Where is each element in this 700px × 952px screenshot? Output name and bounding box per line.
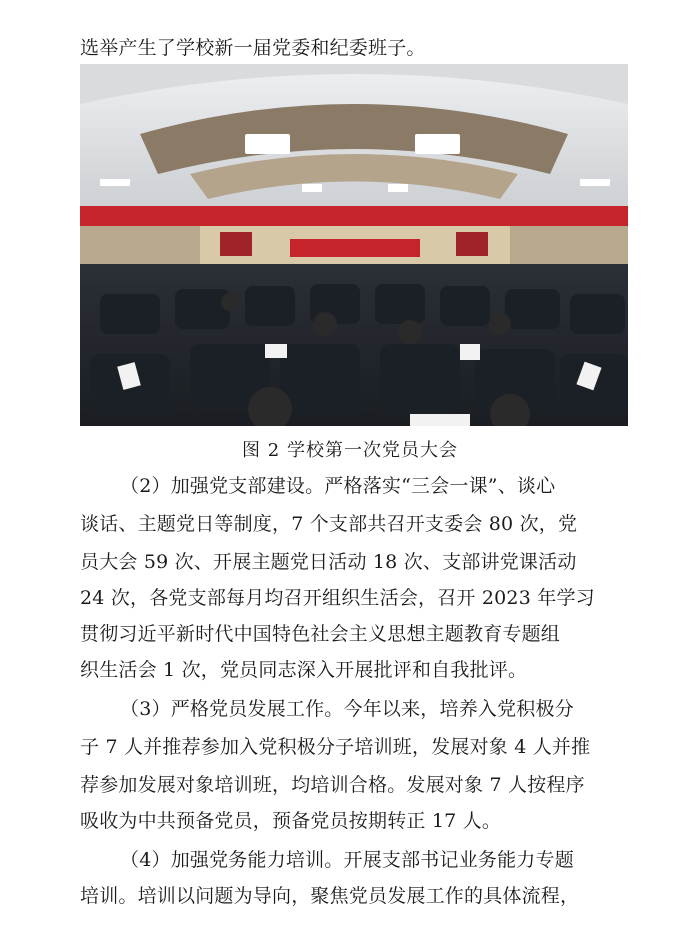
paragraph-line: 选举产生了学校新一届党委和纪委班子。: [80, 37, 426, 59]
paragraph-line: 24 次，各党支部每月均召开组织生活会，召开 2023 年学习: [80, 587, 595, 609]
paragraph-line: 吸收为中共预备党员，预备党员按期转正 17 人。: [80, 810, 502, 832]
meeting-photo: [80, 64, 628, 426]
paragraph-line: 织生活会 1 次，党员同志深入开展批评和自我批评。: [80, 659, 528, 681]
figure-caption: 图 2 学校第一次党员大会: [242, 440, 458, 461]
paragraph-line: （4）加强党务能力培训。开展支部书记业务能力专题: [120, 849, 574, 871]
auditorium-image: [80, 64, 628, 426]
paragraph-line: 荐参加发展对象培训班，均培训合格。发展对象 7 人按程序: [80, 774, 585, 796]
paragraph-line: 贯彻习近平新时代中国特色社会主义思想主题教育专题组: [80, 623, 561, 645]
paragraph-line: （2）加强党支部建设。严格落实“三会一课”、谈心: [120, 475, 556, 497]
paragraph-line: （3）严格党员发展工作。今年以来，培养入党积极分: [120, 698, 574, 720]
paragraph-line: 子 7 人并推荐参加入党积极分子培训班，发展对象 4 人并推: [80, 736, 591, 758]
paragraph-line: 培训。培训以问题为导向，聚焦党员发展工作的具体流程，: [80, 885, 580, 907]
paragraph-line: 谈话、主题党日等制度，7 个支部共召开支委会 80 次，党: [80, 513, 578, 535]
paragraph-line: 员大会 59 次、开展主题党日活动 18 次、支部讲党课活动: [80, 551, 577, 573]
